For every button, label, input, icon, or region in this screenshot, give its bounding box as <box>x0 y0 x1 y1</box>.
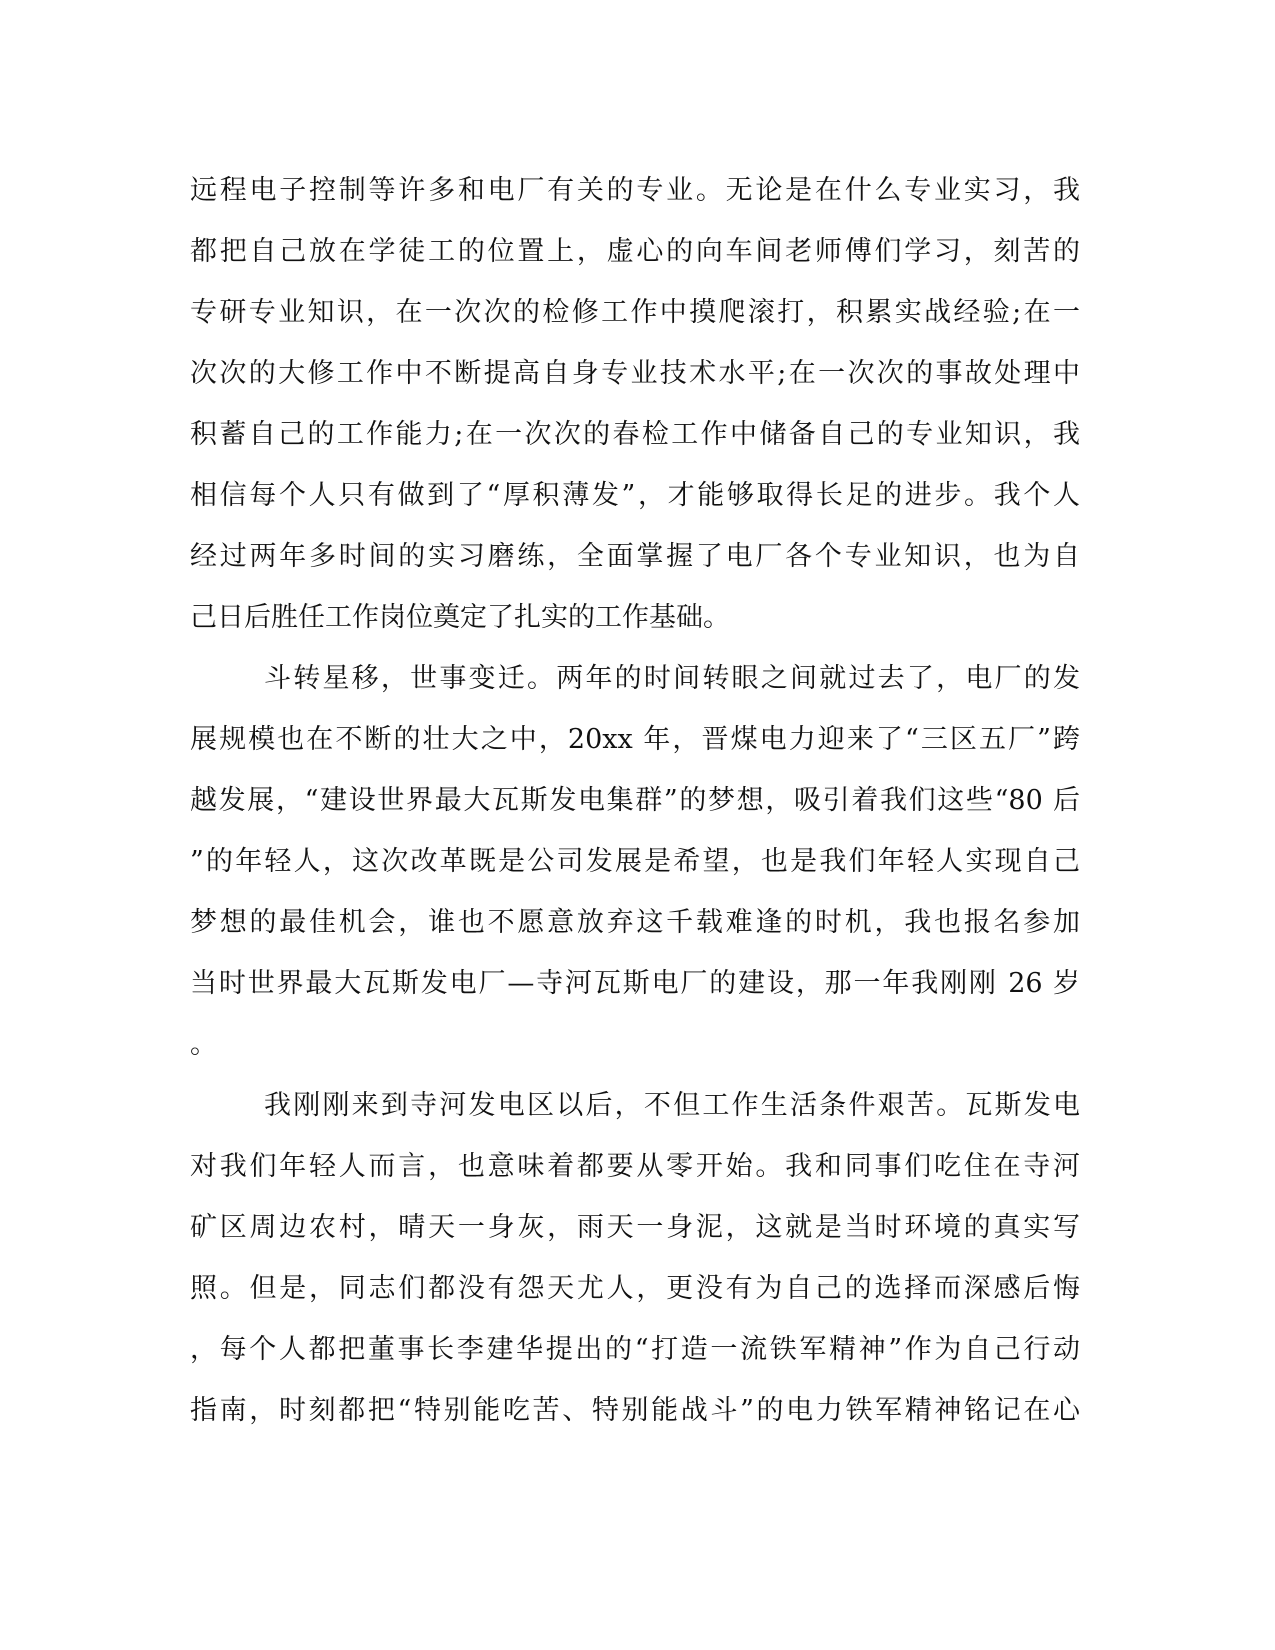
text-line: 矿区周边农村，晴天一身灰，雨天一身泥，这就是当时环境的真实写 <box>190 1212 1080 1243</box>
text-line: 己日后胜任工作岗位奠定了扎实的工作基础。 <box>190 602 730 633</box>
text-line: 照。但是，同志们都没有怨天尤人，更没有为自己的选择而深感后悔 <box>190 1273 1080 1304</box>
text-line: 斗转星移，世事变迁。两年的时间转眼之间就过去了，电厂的发 <box>264 663 1080 694</box>
text-line: 越发展，“建设世界最大瓦斯发电集群”的梦想，吸引着我们这些“80 后 <box>190 785 1080 816</box>
text-line: 指南，时刻都把“特别能吃苦、特别能战斗”的电力铁军精神铭记在心 <box>190 1395 1080 1426</box>
text-line: 积蓄自己的工作能力;在一次次的春检工作中储备自己的专业知识，我 <box>190 419 1080 450</box>
text-line: 展规模也在不断的壮大之中，20xx 年，晋煤电力迎来了“三区五厂”跨 <box>190 724 1080 755</box>
text-line: 对我们年轻人而言，也意味着都要从零开始。我和同事们吃住在寺河 <box>190 1151 1080 1182</box>
text-line: ，每个人都把董事长李建华提出的“打造一流铁军精神”作为自己行动 <box>190 1334 1080 1365</box>
text-line: 我刚刚来到寺河发电区以后，不但工作生活条件艰苦。瓦斯发电 <box>264 1090 1080 1121</box>
text-line: ”的年轻人，这次改革既是公司发展是希望，也是我们年轻人实现自己 <box>190 846 1080 877</box>
document-body <box>190 160 1080 1441</box>
text-line: 次次的大修工作中不断提高自身专业技术水平;在一次次的事故处理中 <box>190 358 1080 389</box>
text-line: 远程电子控制等许多和电厂有关的专业。无论是在什么专业实习，我 <box>190 175 1080 206</box>
text-line: 相信每个人只有做到了“厚积薄发”，才能够取得长足的进步。我个人 <box>190 480 1080 511</box>
text-line: 都把自己放在学徒工的位置上，虚心的向车间老师傅们学习，刻苦的 <box>190 236 1080 267</box>
text-line: 经过两年多时间的实习磨练，全面掌握了电厂各个专业知识，也为自 <box>190 541 1080 572</box>
text-line: 专研专业知识，在一次次的检修工作中摸爬滚打，积累实战经验;在一 <box>190 297 1080 328</box>
text-line: 当时世界最大瓦斯发电厂—寺河瓦斯电厂的建设，那一年我刚刚 26 岁 <box>190 968 1080 999</box>
text-line: 。 <box>190 1029 217 1060</box>
text-line: 梦想的最佳机会，谁也不愿意放弃这千载难逢的时机，我也报名参加 <box>190 907 1080 938</box>
